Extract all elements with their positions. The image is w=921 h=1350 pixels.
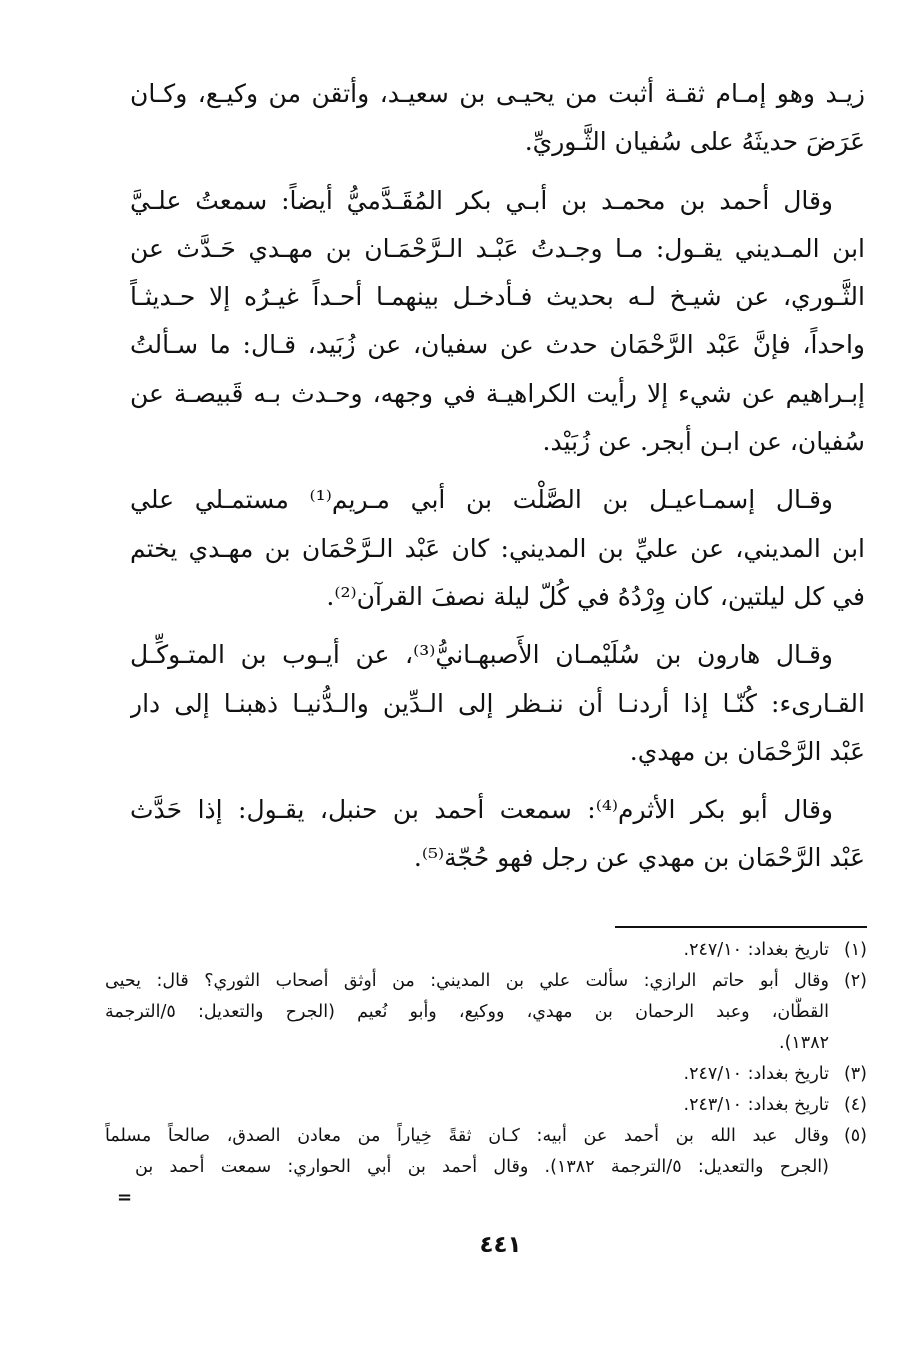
paragraph-3 bbox=[130, 476, 865, 621]
text-line: ابن المديني، عن عليِّ بن المديني: كان عَبْد الـرَّحْمَان بن مهـدي يختم bbox=[130, 533, 865, 563]
text-line: وقال أحمد بن محمـد بن أبـي بكر المُقَـدَّميُّ أيضاً: سمعتُ علـيَّ bbox=[130, 185, 833, 215]
paragraph-4 bbox=[130, 631, 865, 776]
footnote-line: تاريخ بغداد: ٢٤٧/١٠. bbox=[683, 940, 829, 960]
text-line: واحداً، فإنَّ عَبْد الرَّحْمَان حدث عن سفيان، عن زُبَيد، قـال: ما سـألتُ bbox=[130, 330, 865, 360]
footnote-number: (٥) bbox=[843, 1126, 867, 1146]
footnote-text bbox=[105, 1059, 829, 1090]
text-line: سُفيان، عن ابـن أبجر. عن زُبَيْد. bbox=[542, 427, 865, 457]
text-line: عَبْد الرَّحْمَان بن مهدي. bbox=[629, 736, 865, 766]
footnotes bbox=[105, 935, 867, 1183]
footnote-text bbox=[105, 1090, 829, 1121]
text-line: زيـد وهو إمـام ثقـة أثبت من يحيـى بن سعيـد، وأتقن من وكيـع، وكـان bbox=[130, 79, 865, 108]
text-line: في كل ليلتين، كان وِرْدُهُ في كُلّ ليلة نصفَ القرآن⁽²⁾. bbox=[326, 581, 865, 611]
footnote-continuation-mark: = bbox=[117, 1187, 133, 1208]
text-line: ابن المـديني يقـول: مـا وجـدتُ عَبْـد الـرَّحْمَـان بن مهـدي حَـدَّث عن bbox=[130, 233, 865, 263]
text-line: وقـال هارون بن سُلَيْمـان الأَصبهـانيُّ⁽³⁾، عن أيـوب بن المتـوكِّـل bbox=[130, 640, 833, 670]
footnote-text bbox=[105, 1121, 829, 1183]
text-line: القـارىء: كُنّـا إذا أردنـا أن ننـظر إلى الـدِّين والـدُّنيـا ذهبنـا إلى دار bbox=[130, 688, 865, 718]
text-line: عَرَضَ حديثَهُ على سُفيان الثَّـوريِّ. bbox=[524, 127, 865, 157]
footnote-line: القطَّان، وعبد الرحمان بن مهدي، ووكيع، وأبو نُعيم (الجرح والتعديل: ٥/الترجمة bbox=[105, 1002, 829, 1022]
footnote-text bbox=[105, 935, 829, 966]
page-number: ٤٤١ bbox=[479, 1232, 522, 1258]
paragraph-5 bbox=[130, 786, 865, 883]
footnote-number: (٢) bbox=[843, 971, 867, 991]
footnote-number: (٤) bbox=[843, 1095, 867, 1115]
paragraph-2 bbox=[130, 177, 865, 467]
footnote-line: تاريخ بغداد: ٢٤٧/١٠. bbox=[683, 1064, 829, 1084]
footnote-line: وقال عبد الله بن أحمد عن أبيه: كـان ثقةً خِياراً من معادن الصدق، صالحاً مسلماً bbox=[105, 1126, 829, 1146]
text-line: الثَّـوري، عن شيـخ لـه بحديث فـأدخـل بينهمـا أحـداً غيـرُه إلا حـديثـاً bbox=[130, 282, 865, 312]
footnote-text bbox=[105, 966, 829, 1059]
footnote-line: وقال أبو حاتم الرازي: سألت علي بن المديني: من أوثق أصحاب الثوري؟ قال: يحيى bbox=[105, 971, 829, 991]
main-text bbox=[130, 70, 865, 893]
text-line: وقـال إسمـاعيـل بن الصَّلْت بن أبي مـريم⁽¹⁾ مستمـلي علي bbox=[130, 485, 833, 515]
footnote-divider bbox=[615, 926, 867, 928]
footnote-line: تاريخ بغداد: ٢٤٣/١٠. bbox=[683, 1095, 829, 1115]
paragraph-1 bbox=[130, 70, 865, 167]
footnote-number: (٣) bbox=[843, 1064, 867, 1084]
footnote-number: (١) bbox=[843, 940, 867, 960]
text-line: وقال أبو بكر الأثرم⁽⁴⁾: سمعت أحمد بن حنبل، يقـول: إذا حَدَّث bbox=[130, 795, 833, 825]
footnote-3 bbox=[105, 1059, 867, 1090]
text-line: إبـراهيم عن شيء إلا رأيت الكراهيـة في وجهه، وحـدث بـه قَبيصـة عن bbox=[130, 378, 865, 408]
footnote-5 bbox=[105, 1121, 867, 1183]
footnote-2 bbox=[105, 966, 867, 1059]
footnote-1 bbox=[105, 935, 867, 966]
footnote-line: (الجرح والتعديل: ٥/الترجمة ١٣٨٢). وقال أحمد بن أبي الحواري: سمعت أحمد بن bbox=[135, 1157, 829, 1177]
text-line: عَبْد الرَّحْمَان بن مهدي عن رجل فهو حُجّة⁽⁵⁾. bbox=[413, 843, 865, 873]
footnote-4 bbox=[105, 1090, 867, 1121]
footnote-line: ١٣٨٢). bbox=[779, 1033, 829, 1053]
